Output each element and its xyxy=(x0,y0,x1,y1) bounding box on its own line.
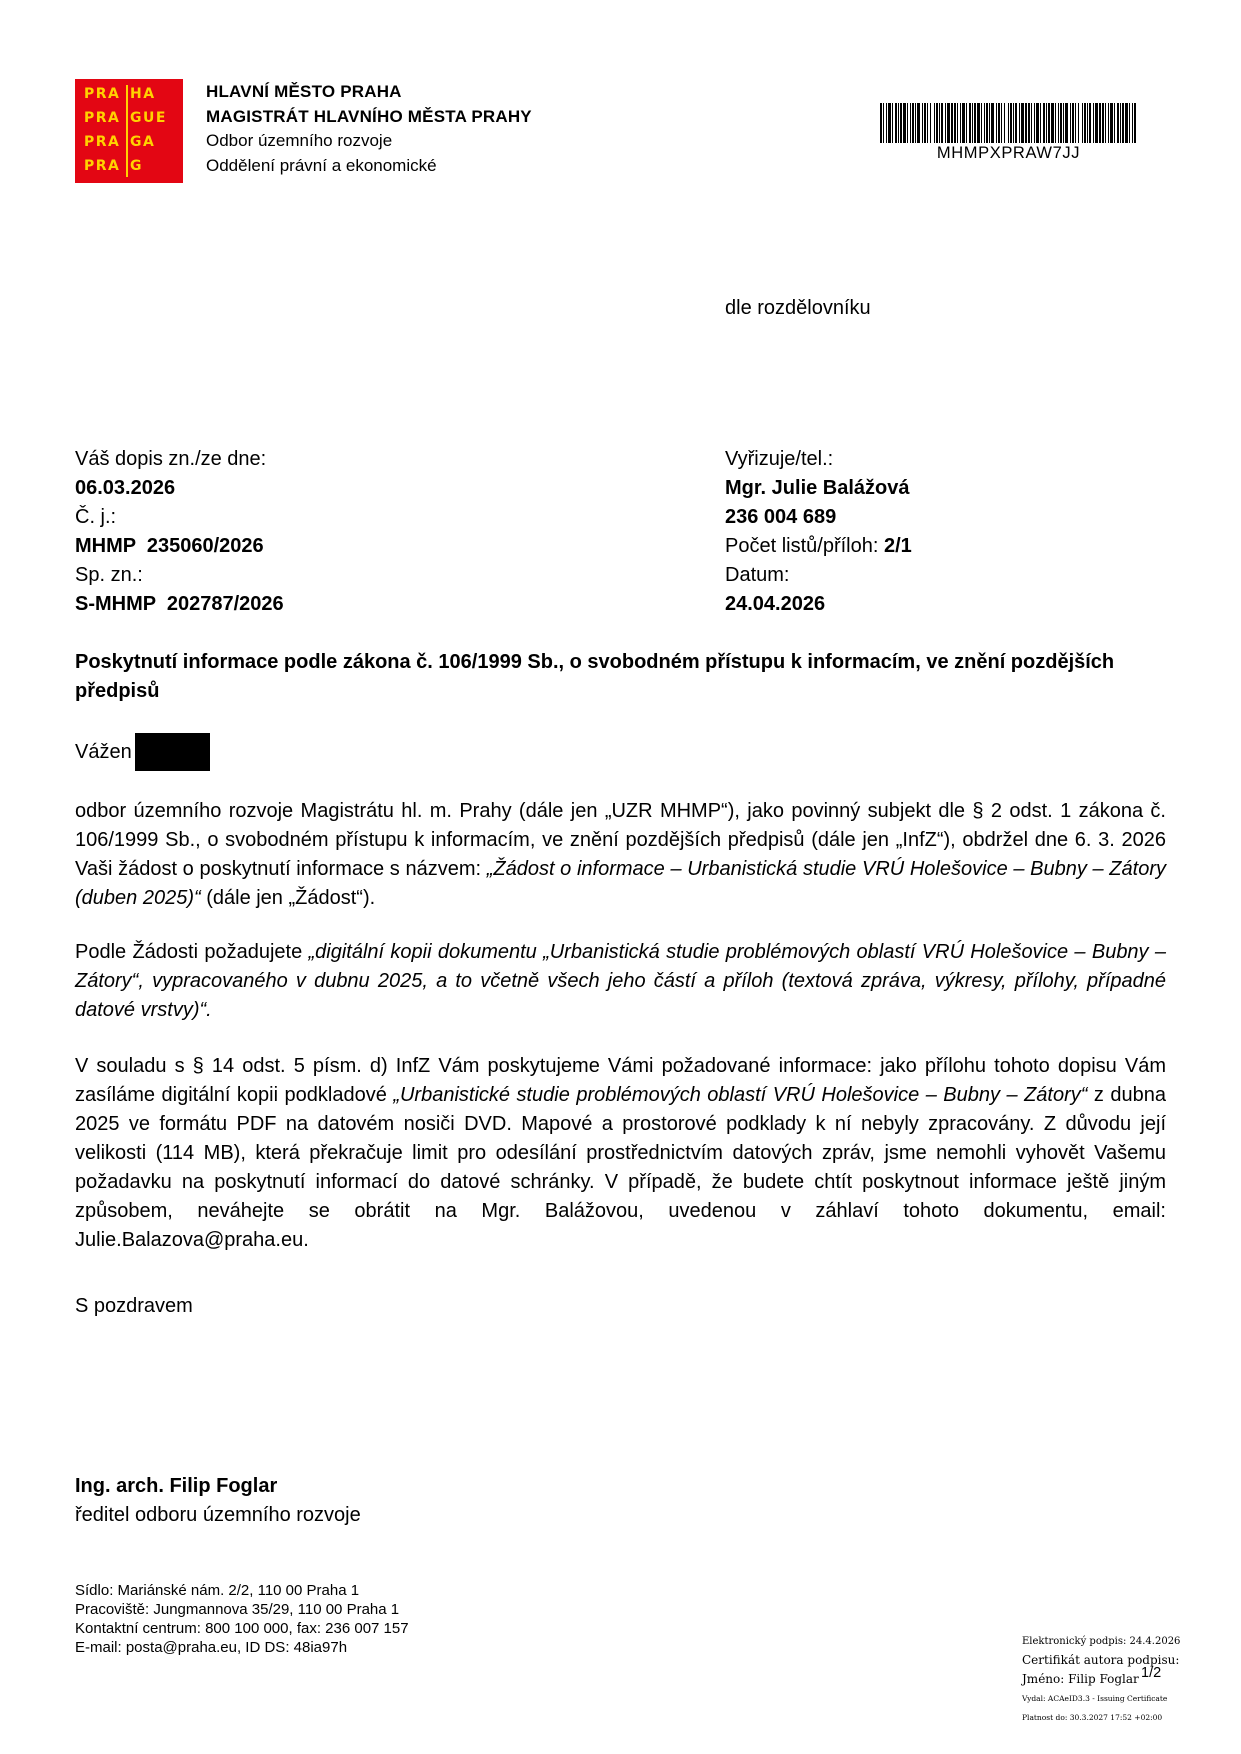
barcode-bar xyxy=(1051,103,1054,143)
esig-name: Jméno: Filip Foglar xyxy=(1022,1672,1139,1686)
barcode-bar xyxy=(989,103,990,143)
page-count xyxy=(725,532,912,561)
barcode-bar xyxy=(915,103,916,143)
barcode-bar xyxy=(1063,103,1064,143)
barcode-bar xyxy=(1132,103,1133,143)
logo-text: PRA xyxy=(84,110,121,126)
barcode-bar xyxy=(977,103,980,143)
city-name: HLAVNÍ MĚSTO PRAHA xyxy=(206,82,402,101)
your-letter-date: 06.03.2026 xyxy=(75,477,176,499)
barcode-bar xyxy=(895,103,897,143)
barcode-bar xyxy=(1070,103,1071,143)
barcode-bar xyxy=(898,103,899,143)
praha-logo xyxy=(75,79,183,183)
barcode-bar xyxy=(880,103,882,143)
barcode-bar xyxy=(1122,103,1124,143)
barcode-bar xyxy=(1072,103,1074,143)
barcode-bar xyxy=(924,103,926,143)
paragraph-italic: „Žádost o informace – Urbanistická studie VRÚ Holešovice – Bubny – Zátory (duben 2025)“ xyxy=(75,858,1166,909)
logo-row xyxy=(75,156,183,178)
barcode-bar xyxy=(996,103,997,143)
barcode-bar xyxy=(1089,103,1091,143)
barcode-bar xyxy=(981,103,982,143)
barcode-bar xyxy=(1031,103,1032,143)
barcode-bar xyxy=(960,103,961,143)
footer-email: E-mail: posta@praha.eu, ID DS: 48ia97h xyxy=(75,1639,348,1656)
logo-text: PRA xyxy=(84,158,121,174)
barcode-bar xyxy=(945,103,946,143)
barcode-bar xyxy=(1078,103,1079,143)
date-label: Datum: xyxy=(725,564,790,586)
barcode-text: MHMPXPRAW7JJ xyxy=(936,144,1081,162)
handled-by-phone: 236 004 689 xyxy=(725,506,837,528)
barcode-bar xyxy=(910,103,911,143)
barcode-bar xyxy=(912,103,914,143)
barcode-bar xyxy=(1129,103,1130,143)
barcode-bar xyxy=(1125,103,1128,143)
paragraph-2 xyxy=(75,938,1166,1025)
footer-seat: Sídlo: Mariánské nám. 2/2, 110 00 Praha 1 xyxy=(75,1582,360,1599)
magistrate-name: MAGISTRÁT HLAVNÍHO MĚSTA PRAHY xyxy=(206,106,532,126)
file-number: S-MHMP 202787/2026 xyxy=(75,593,284,615)
contact-block xyxy=(725,445,912,619)
barcode-bar xyxy=(1008,103,1009,143)
barcode-bar xyxy=(974,103,976,143)
esig-validity: Platnost do: 30.3.2027 17:52 +02:00 xyxy=(1022,1713,1163,1722)
barcode-bar xyxy=(1120,103,1121,143)
paragraph-3 xyxy=(75,1052,1166,1255)
barcode-bar xyxy=(888,103,891,143)
barcode-bar xyxy=(1060,103,1062,143)
barcode-bar xyxy=(991,103,994,143)
barcode-bar xyxy=(1046,103,1047,143)
barcode-bar xyxy=(936,103,938,143)
barcode-bar xyxy=(892,103,893,143)
file-number-label: Sp. zn.: xyxy=(75,564,143,586)
barcode-bar xyxy=(1036,103,1039,143)
barcode-bar xyxy=(1025,103,1027,143)
barcode-bar xyxy=(1010,103,1012,143)
barcode-bar xyxy=(1034,103,1035,143)
barcode-bar xyxy=(1055,103,1056,143)
barcode-bar xyxy=(1099,103,1101,143)
barcode-bar xyxy=(954,103,956,143)
barcode-bar xyxy=(986,103,988,143)
barcode-bar xyxy=(1065,103,1068,143)
barcode-bar xyxy=(927,103,928,143)
barcode-bar xyxy=(1134,103,1136,143)
paragraph-text: (dále jen „Žádost“). xyxy=(200,887,376,909)
barcode-bar xyxy=(1082,103,1083,143)
barcode-bar xyxy=(1105,103,1106,143)
barcode-bar xyxy=(907,103,908,143)
paragraph-italic: „Urbanistické studie problémových oblastí VRÚ Holešovice – Bubny – Zátory“ xyxy=(393,1084,1088,1106)
date-value: 24.04.2026 xyxy=(725,593,826,615)
barcode-bar xyxy=(998,103,1000,143)
reference-block xyxy=(75,445,284,619)
barcode-bar xyxy=(1040,103,1041,143)
your-letter-label: Váš dopis zn./ze dne: xyxy=(75,448,267,470)
department-name: Odbor územního rozvoje xyxy=(206,131,393,150)
barcode-bar xyxy=(1019,103,1020,143)
paragraph-text: z dubna 2025 ve formátu PDF na datovém nosiči DVD. Mapové a prostorové podklady k ní nebyly zpracovány. Z důvodu její velikosti (114 MB), která překračuje limit pro odesílání prostřednictvím datových zpráv, jsme nemohli vyhovět Vašemu požadavku na poskytnutí informací do datové schránky. V případě, že budete chtít poskytnout informace ještě jiným způsobem, neváhejte se obrátit na Mgr. Balážovou, uvedenou v záhlaví tohoto dokumentu, email: Julie.Balazova@praha.eu. xyxy=(75,1084,1166,1251)
barcode-bar xyxy=(1108,103,1109,143)
logo-text: PRA xyxy=(84,134,121,150)
logo-row xyxy=(75,132,183,154)
barcode-bar xyxy=(957,103,958,143)
barcode-bar xyxy=(903,103,906,143)
barcode-bar xyxy=(1021,103,1024,143)
paragraph-text: V souladu s § 14 odst. 5 písm. d) InfZ Vám poskytujeme Vámi požadované informace: jako přílohu tohoto dopisu Vám zasíláme digitální kopii podkladové xyxy=(75,1055,1166,1106)
logo-text: G xyxy=(130,158,143,174)
signer-title: ředitel odboru územního rozvoje xyxy=(75,1504,361,1526)
paragraph-1 xyxy=(75,797,1166,913)
barcode-bar xyxy=(922,103,923,143)
footer-workplace: Pracoviště: Jungmannova 35/29, 110 00 Praha 1 xyxy=(75,1601,400,1618)
redaction-box xyxy=(135,733,210,771)
organization-header xyxy=(206,80,532,178)
signature-block xyxy=(75,1472,361,1530)
barcode-bar xyxy=(1075,103,1076,143)
barcode-bar xyxy=(1087,103,1088,143)
paragraph-text: Podle Žádosti požadujete xyxy=(75,941,309,963)
barcode-bar xyxy=(1110,103,1113,143)
section-name: Oddělení právní a ekonomické xyxy=(206,155,437,175)
barcode-bar xyxy=(930,103,931,143)
logo-row xyxy=(75,108,183,130)
paragraph-italic: „digitální kopii dokumentu „Urbanistická studie problémových oblastí VRÚ Holešovice – Bubny – Zátory“, vypracovaného v dubnu 2025, a to včetně všech jeho částí a příloh (textová zpráva, výkresy, přílohy, případné datové vrstvy)“. xyxy=(75,941,1166,1021)
barcode-bar xyxy=(984,103,985,143)
esig-issuer: Vydal: ACAeID3.3 - Issuing Certificate xyxy=(1022,1694,1168,1703)
barcode-bar xyxy=(1001,103,1002,143)
esig-date: Elektronický podpis: 24.4.2026 xyxy=(1022,1636,1181,1647)
barcode-bar xyxy=(966,103,967,143)
barcode-icon xyxy=(880,103,1137,143)
barcode-bar xyxy=(972,103,973,143)
barcode-bar xyxy=(1117,103,1119,143)
barcode-bar xyxy=(939,103,940,143)
barcode-bar xyxy=(1114,103,1115,143)
logo-text: GA xyxy=(130,134,156,150)
logo-text: PRA xyxy=(84,86,121,102)
barcode-bar xyxy=(1058,103,1059,143)
barcode-bar xyxy=(947,103,950,143)
closing: S pozdravem xyxy=(75,1295,193,1317)
signer-name: Ing. arch. Filip Foglar xyxy=(75,1475,278,1497)
reference-number-label: Č. j.: xyxy=(75,506,117,528)
barcode-bar xyxy=(969,103,971,143)
barcode-bar xyxy=(1095,103,1098,143)
barcode-bar xyxy=(1004,103,1005,143)
barcode-bar xyxy=(1084,103,1086,143)
barcode-bar xyxy=(1043,103,1045,143)
letter-subject: Poskytnutí informace podle zákona č. 106/1999 Sb., o svobodném přístupu k informacím, ve znění pozdějších předpisů xyxy=(75,651,1115,702)
reference-number: MHMP 235060/2026 xyxy=(75,535,264,557)
salutation: Vážen xyxy=(75,741,132,763)
barcode-bar xyxy=(962,103,965,143)
barcode-bar xyxy=(886,103,887,143)
esig-cert-label: Certifikát autora podpisu: xyxy=(1022,1653,1180,1667)
footer-contact: Kontaktní centrum: 800 100 000, fax: 236 007 157 xyxy=(75,1620,409,1637)
footer xyxy=(75,1581,409,1657)
page-count-value: 2/1 xyxy=(883,535,912,557)
barcode-bar xyxy=(1093,103,1094,143)
logo-row xyxy=(75,84,183,106)
barcode-bar xyxy=(951,103,953,143)
handled-by-name: Mgr. Julie Balážová xyxy=(725,477,910,499)
barcode-bar xyxy=(1015,103,1017,143)
recipient: dle rozdělovníku xyxy=(725,297,871,319)
barcode-bar xyxy=(1028,103,1030,143)
handled-by-label: Vyřizuje/tel.: xyxy=(725,448,834,470)
barcode-bar xyxy=(883,103,884,143)
page-count-label: Počet listů/příloh: xyxy=(725,535,884,557)
barcode-bar xyxy=(900,103,902,143)
barcode-bar xyxy=(1048,103,1050,143)
barcode-bar xyxy=(917,103,920,143)
logo-text: GUE xyxy=(130,110,167,126)
barcode-bar xyxy=(941,103,943,143)
paragraph-text: odbor územního rozvoje Magistrátu hl. m. Prahy (dále jen „UZR MHMP“), jako povinný subjekt dle § 2 odst. 1 zákona č. 106/1999 Sb., o svobodném přístupu k informacím, ve znění pozdějších předpisů (dále jen „InfZ“), obdržel dne 6. 3. 2026 Vaši žádost o poskytnutí informace s názvem: xyxy=(75,800,1166,880)
barcode-bar xyxy=(1013,103,1014,143)
barcode-bar xyxy=(934,103,935,143)
logo-text: HA xyxy=(130,86,156,102)
page-number: 1/2 xyxy=(1141,1665,1162,1681)
barcode-bar xyxy=(1102,103,1104,143)
